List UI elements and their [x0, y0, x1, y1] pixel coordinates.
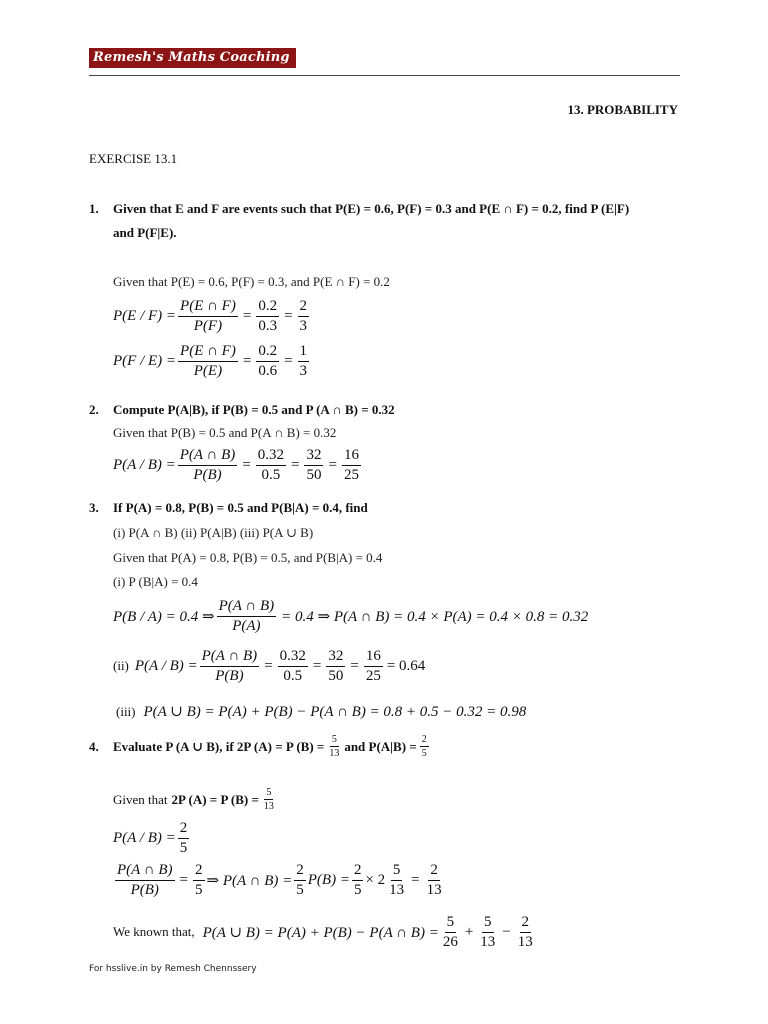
question-text: Given that E and F are events such that P(E) = 0.6, P(F) = 0.3 and P(E ∩ F) = 0.2, find P (E|F): [113, 201, 630, 216]
fraction: $\frac{2}{13}$: [426, 862, 442, 898]
eq-text: = 0.4 ⇒ P(A ∩ B) = 0.4 × P(A) = 0.4 × 0.8 = 0.32: [281, 608, 589, 625]
q3-given: Given that P(A) = 0.8, P(B) = 0.5, and P(B|A) = 0.4: [113, 550, 383, 565]
fraction: $\frac{5}{13}$: [263, 787, 274, 812]
fraction: $\frac{2}{5}$: [195, 862, 203, 898]
eq-text: ⇒ P(A ∩ B) =: [206, 872, 293, 889]
fraction: $\frac{16}{25}$: [343, 447, 359, 483]
fraction: $\frac{P(E \cap F)}{P(F)}$: [180, 298, 236, 334]
fraction: $\frac{5}{13}$: [389, 862, 405, 898]
q1-eq1: P(E / F) = $\frac{P(E \cap F)}{P(F)}$ = $\frac{0.2}{0.3}$ = $\frac{2}{3}$: [113, 298, 308, 334]
header-rule: [89, 75, 680, 76]
question-number: 1.: [89, 201, 99, 216]
fraction: $\frac{2}{5}$: [421, 734, 427, 759]
q1-eq2: P(F / E) = $\frac{P(E \cap F)}{P(E)}$ = $\frac{0.2}{0.6}$ = $\frac{1}{3}$: [113, 343, 308, 379]
q3-part-i-label: (i) P (B|A) = 0.4: [113, 574, 198, 589]
fraction: $\frac{0.32}{0.5}$: [279, 648, 306, 684]
eq-text: P(B) =: [307, 871, 350, 888]
page-footer: For hsslive.in by Remesh Chennssery: [89, 964, 257, 974]
fraction: $\frac{P(A \cap B)}{P(B)}$: [201, 648, 258, 684]
question-text: Evaluate P (A ∪ B), if 2P (A) = P (B) =: [113, 738, 325, 754]
brand-banner: Remesh's Maths Coaching: [89, 48, 296, 68]
fraction: $\frac{2}{5}$: [353, 862, 362, 898]
q4-given: [113, 787, 278, 812]
fraction: $\frac{2}{3}$: [299, 298, 308, 334]
fraction: $\frac{0.2}{0.3}$: [258, 298, 278, 334]
fraction: $\frac{0.2}{0.6}$: [258, 343, 278, 379]
exercise-title: EXERCISE 13.1: [89, 151, 178, 166]
fraction: $\frac{5}{26}$: [442, 914, 458, 950]
q1-given: Given that P(E) = 0.6, P(F) = 0.3, and P(E ∩ F) = 0.2: [113, 274, 390, 289]
eq-text: = 0.64: [386, 657, 426, 674]
question-text: Compute P(A|B), if P(B) = 0.5 and P (A ∩ B) = 0.32: [113, 402, 395, 417]
part-label: (ii): [113, 658, 129, 673]
fraction: $\frac{P(A \cap B)}{P(B)}$: [179, 447, 236, 483]
question-3: [89, 500, 368, 516]
fraction: $\frac{5}{13}$: [480, 914, 496, 950]
chapter-title: 13. PROBABILITY: [567, 102, 678, 117]
question-text: If P(A) = 0.8, P(B) = 0.5 and P(B|A) = 0.4, find: [113, 500, 368, 515]
eq-text: P(A ∪ B) = P(A) + P(B) − P(A ∩ B) = 0.8 + 0.5 − 0.32 = 0.98: [143, 704, 527, 720]
question-number: 3.: [89, 500, 99, 515]
q4-eq2: $\frac{P(A \cap B)}{P(B)}$ = $\frac{2}{5}$ ⇒ P(A ∩ B) = $\frac{2}{5}$ P(B) = $\frac{2}{5}$ × 2 $\frac{5}{13}$ = $\frac{2}{13}$: [117, 862, 442, 898]
given-text: Given that: [113, 791, 168, 807]
fraction: $\frac{16}{25}$: [365, 648, 381, 684]
part-label: (iii): [116, 703, 136, 719]
eq-lhs: P(A / B) =: [134, 657, 198, 674]
question-text: and P(A|B) =: [344, 738, 417, 754]
q3-eq-ii: (ii) P(A / B) = $\frac{P(A \cap B)}{P(B)}$ = $\frac{0.32}{0.5}$ = $\frac{32}{50}$ = $\frac{16}{25}$ = 0.64: [113, 648, 426, 684]
eq-lhs: P(E / F) =: [113, 307, 177, 324]
q3-eq-i: [113, 598, 588, 634]
q4-eq3: We known that, P(A ∪ B) = P(A) + P(B) − P(A ∩ B) = $\frac{5}{26}$ + $\frac{5}{13}$ − $\frac{2}{13}$: [113, 914, 533, 950]
fraction: $\frac{32}{50}$: [328, 648, 344, 684]
eq-text: P(B / A) = 0.4 ⇒: [113, 608, 215, 625]
fraction: $\frac{P(A \cap B)}{P(B)}$: [117, 862, 173, 898]
question-1: [89, 201, 629, 217]
question-number: 2.: [89, 402, 99, 417]
q4-eq1: [113, 820, 191, 856]
question-number: 4.: [89, 738, 99, 754]
eq-text: × 2: [365, 871, 386, 888]
fraction: $\frac{32}{50}$: [306, 447, 322, 483]
q2-eq: P(A / B) = $\frac{P(A \cap B)}{P(B)}$ = $\frac{0.32}{0.5}$ = $\frac{32}{50}$ = $\frac{16}{25}$: [113, 447, 359, 483]
question-4: [89, 734, 431, 759]
q3-eq-iii: [116, 702, 526, 721]
given-text: 2P (A) = P (B) =: [171, 791, 259, 807]
question-1-line2: and P(F|E).: [113, 225, 177, 240]
fraction: $\frac{5}{13}$: [329, 734, 340, 759]
fraction: $\frac{1}{3}$: [299, 343, 308, 379]
q2-given: Given that P(B) = 0.5 and P(A ∩ B) = 0.32: [113, 425, 337, 440]
known-text: We known that,: [113, 924, 195, 939]
fraction: $\frac{2}{5}$: [179, 820, 188, 856]
eq-lhs: P(F / E) =: [113, 352, 177, 369]
fraction: $\frac{P(A \cap B)}{P(A)}$: [218, 598, 275, 634]
eq-lhs: P(A / B) =: [113, 829, 176, 846]
eq-lhs: P(A / B) =: [113, 456, 176, 473]
question-2: [89, 402, 395, 418]
fraction: $\frac{P(E \cap F)}{P(E)}$: [180, 343, 236, 379]
fraction: $\frac{0.32}{0.5}$: [257, 447, 285, 483]
fraction: $\frac{2}{5}$: [296, 862, 304, 898]
q3-parts: (i) P(A ∩ B) (ii) P(A|B) (iii) P(A ∪ B): [113, 525, 314, 540]
eq-text: P(A ∪ B) = P(A) + P(B) − P(A ∩ B) =: [202, 924, 439, 941]
fraction: $\frac{2}{13}$: [517, 914, 533, 950]
